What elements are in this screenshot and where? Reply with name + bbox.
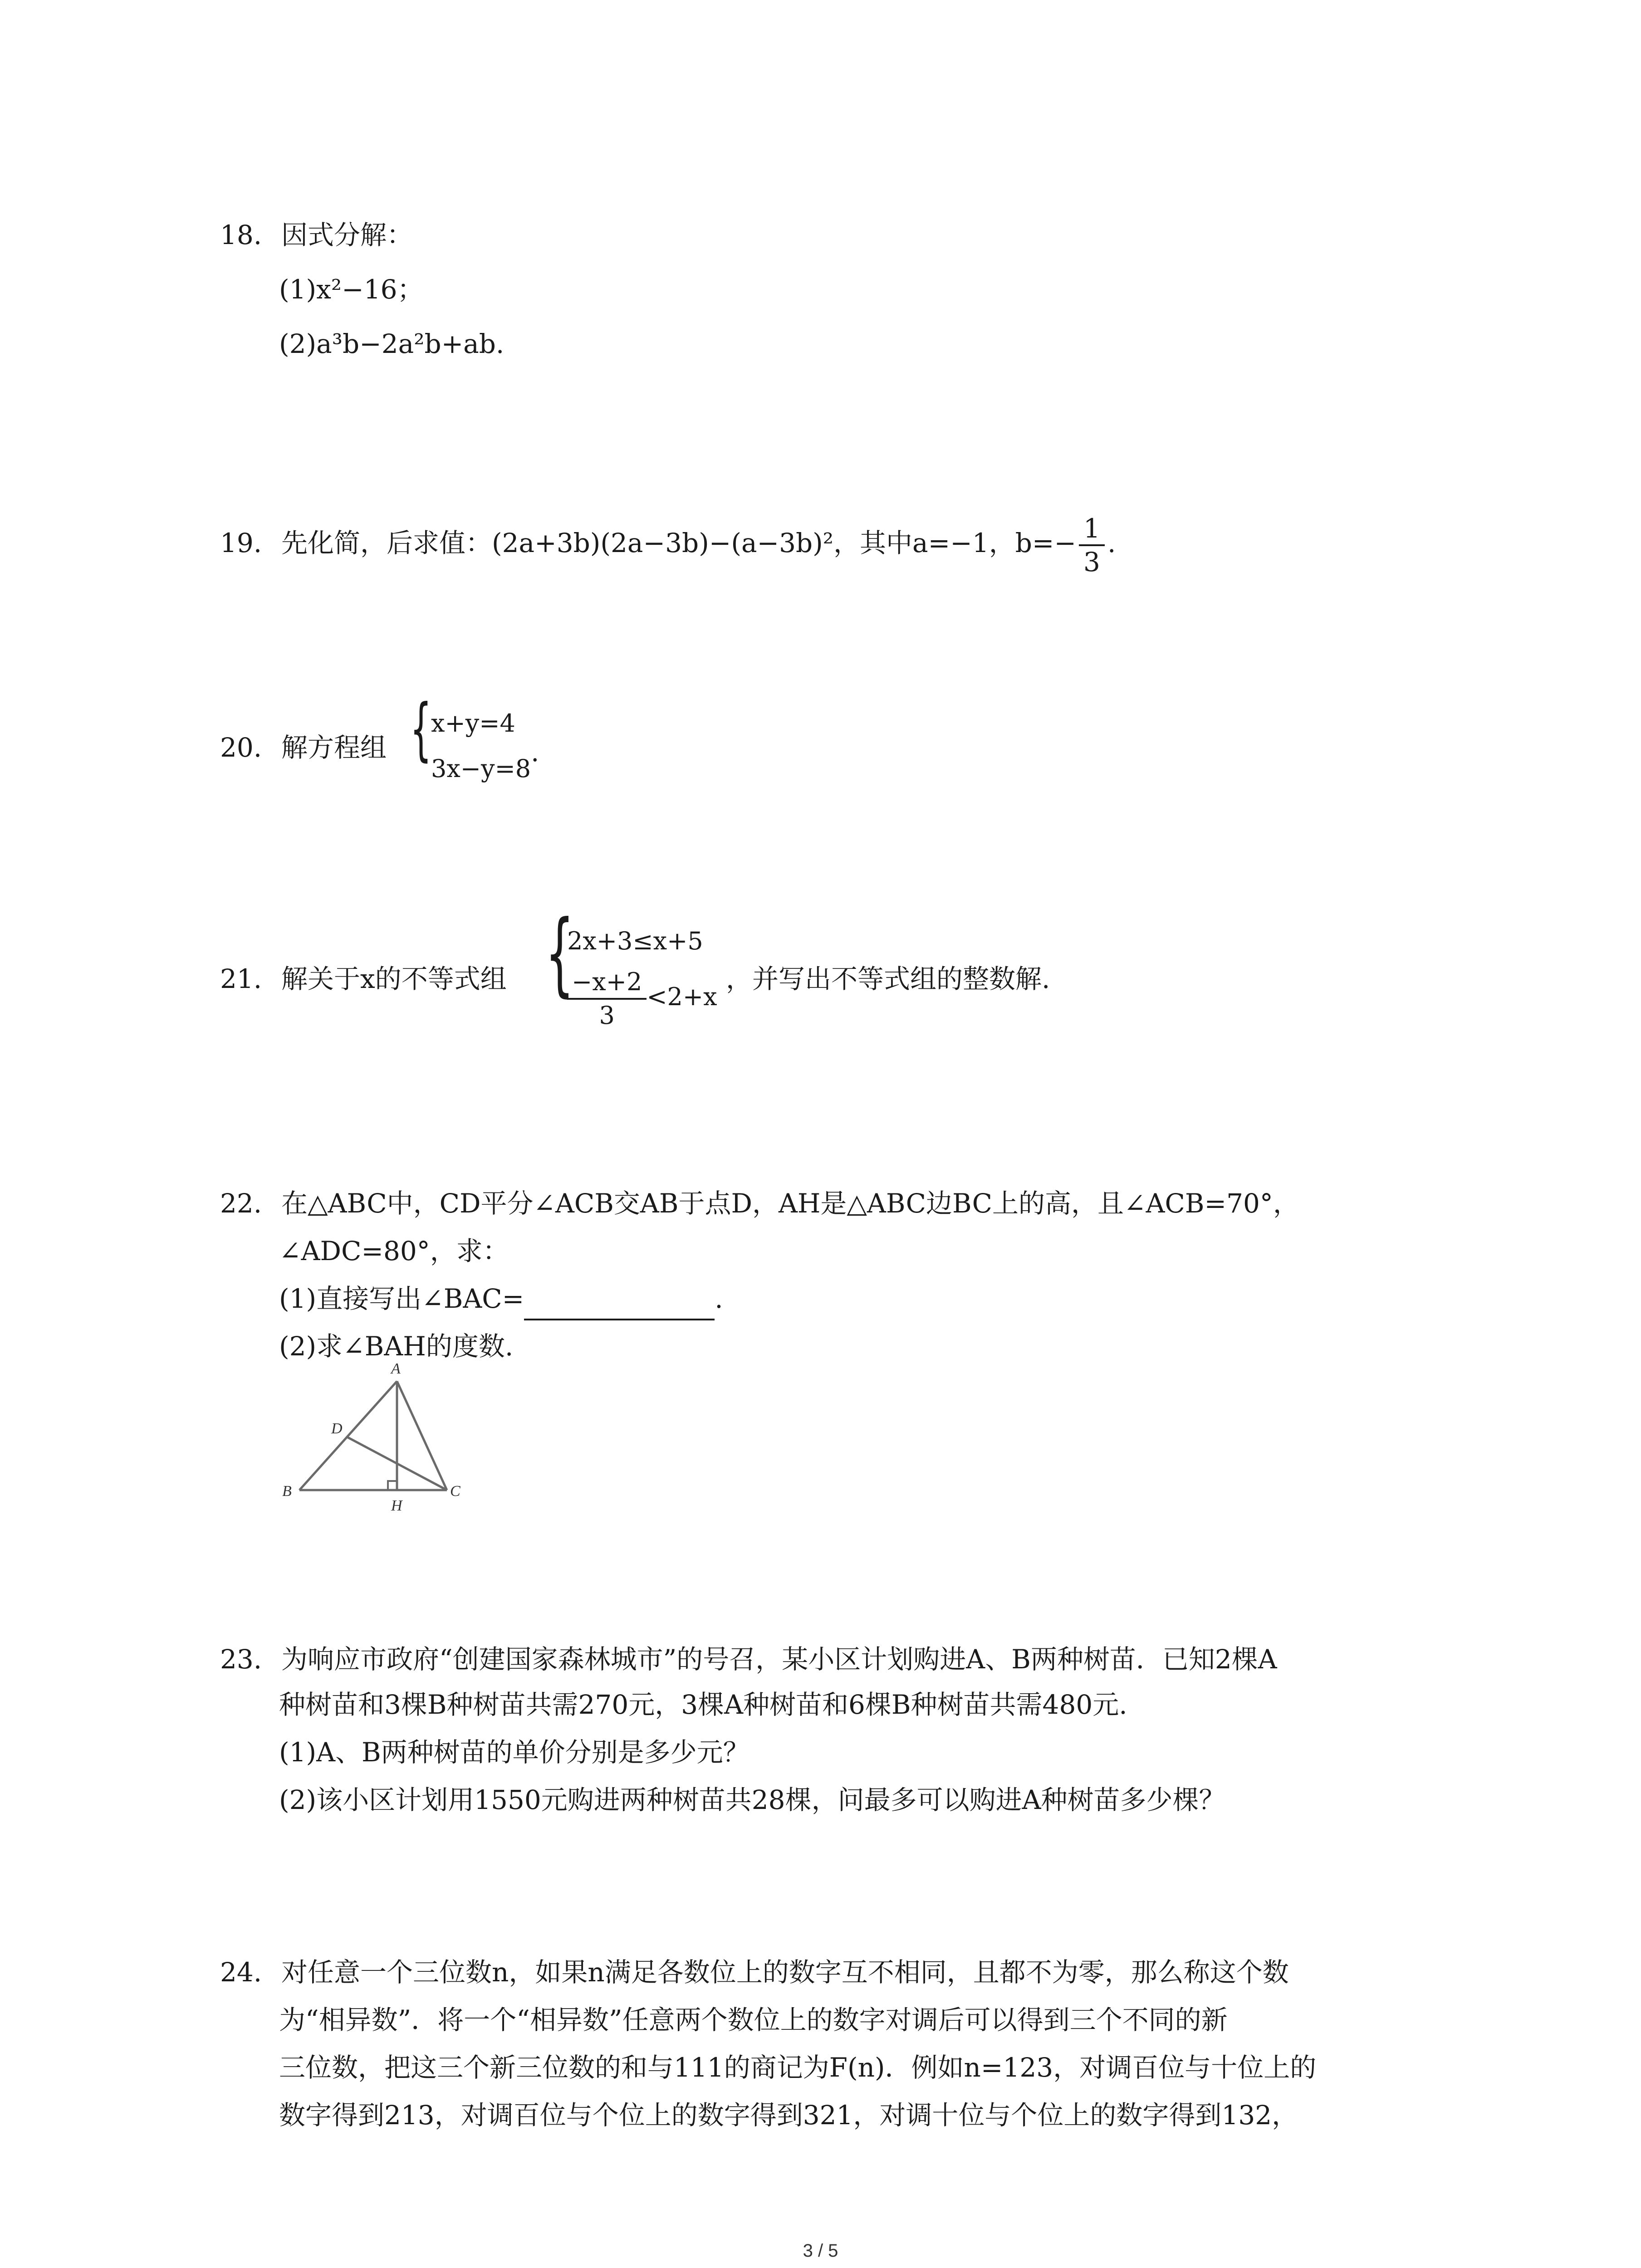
question-stem-line-1: 对任意一个三位数n，如果n满足各数位上的数字互不相同，且都不为零，那么称这个数 xyxy=(281,1957,1289,1988)
question-number: 24. xyxy=(220,1957,262,1988)
inequality-1: 2x+3≤x+5 xyxy=(567,927,703,955)
label-b: B xyxy=(282,1483,292,1500)
answer-blank xyxy=(524,1291,715,1320)
left-brace: { xyxy=(410,689,432,769)
triangle-figure xyxy=(272,1361,481,1515)
question-18 xyxy=(220,213,1445,257)
label-d: D xyxy=(331,1420,343,1437)
question-number: 22. xyxy=(220,1188,262,1219)
question-number: 20. xyxy=(220,732,262,763)
question-stem-line-4: 数字得到213，对调百位与个位上的数字得到321，对调十位与个位上的数字得到132， xyxy=(279,2100,1298,2131)
label-a: A xyxy=(391,1361,401,1377)
question-end: ，并写出不等式组的整数解. xyxy=(726,963,1050,994)
question-stem: 因式分解： xyxy=(281,220,413,250)
question-stem: 先化简，后求值：(2a+3b)(2a−3b)−(a−3b)²，其中a=−1，b=− xyxy=(281,528,1077,559)
question-number: 23. xyxy=(220,1644,262,1675)
question-stem: 解方程组 xyxy=(281,732,387,763)
question-stem-line-3: 三位数，把这三个新三位数的和与111的商记为F(n)．例如n=123，对调百位与十位上的 xyxy=(279,2052,1317,2083)
label-c: C xyxy=(450,1483,460,1500)
q22-part-1-text: (1)直接写出∠BAC= xyxy=(279,1283,524,1314)
question-stem: 解关于x的不等式组 xyxy=(281,963,507,994)
question-24 xyxy=(220,1950,1490,1994)
question-stem-line-1: 在△ABC中，CD平分∠ACB交AB于点D，AH是△ABC边BC上的高，且∠ACB=70°， xyxy=(281,1188,1299,1219)
question-end: . xyxy=(531,737,539,767)
q22-part-2: (2)求∠BAH的度数. xyxy=(279,1331,514,1362)
fraction-denominator: 3 xyxy=(1083,547,1100,577)
question-number: 19. xyxy=(220,528,262,559)
inequality-2 xyxy=(567,966,717,1031)
fraction-denominator: 3 xyxy=(599,1001,615,1030)
q23-part-2: (2)该小区计划用1550元购进两种树苗共28棵，问最多可以购进A种树苗多少棵？ xyxy=(279,1784,1225,1815)
equation-1: x+y=4 xyxy=(431,709,515,738)
question-22 xyxy=(220,1182,1490,1225)
question-stem-line-2: 为“相异数”．将一个“相异数”任意两个数位上的数字对调后可以得到三个不同的新 xyxy=(279,2004,1228,2035)
label-h: H xyxy=(391,1497,402,1514)
question-number: 18. xyxy=(220,220,262,250)
question-stem-line-1: 为响应市政府“创建国家森林城市”的号召，某小区计划购进A、B两种树苗．已知2棵A xyxy=(281,1644,1277,1675)
fraction-numerator: 1 xyxy=(1079,513,1105,546)
fraction xyxy=(1079,513,1105,578)
side-ab xyxy=(299,1381,397,1490)
q22-part-1 xyxy=(279,1277,723,1320)
question-number: 21. xyxy=(220,963,262,994)
q18-part-1: (1)x²−16； xyxy=(279,274,424,305)
question-23 xyxy=(220,1637,1490,1681)
right-angle-mark xyxy=(388,1481,397,1490)
question-19 xyxy=(220,513,1445,578)
side-ac xyxy=(397,1381,447,1490)
left-brace: { xyxy=(545,900,574,1007)
equation-2: 3x−y=8 xyxy=(431,754,531,783)
q23-part-1: (1)A、B两种树苗的单价分别是多少元？ xyxy=(279,1737,749,1768)
q22-part-1-end: . xyxy=(715,1283,723,1314)
question-stem-line-2: ∠ADC=80°，求： xyxy=(279,1236,509,1266)
question-end: . xyxy=(1107,528,1116,559)
page-number: 3 / 5 xyxy=(803,2241,838,2261)
fraction-numerator: −x+2 xyxy=(567,966,647,1000)
inequality-rest: <2+x xyxy=(647,982,717,1011)
question-stem-line-2: 种树苗和3棵B种树苗共需270元，3棵A种树苗和6棵B种树苗共需480元. xyxy=(279,1689,1127,1720)
q18-part-2: (2)a³b−2a²b+ab. xyxy=(279,328,505,359)
